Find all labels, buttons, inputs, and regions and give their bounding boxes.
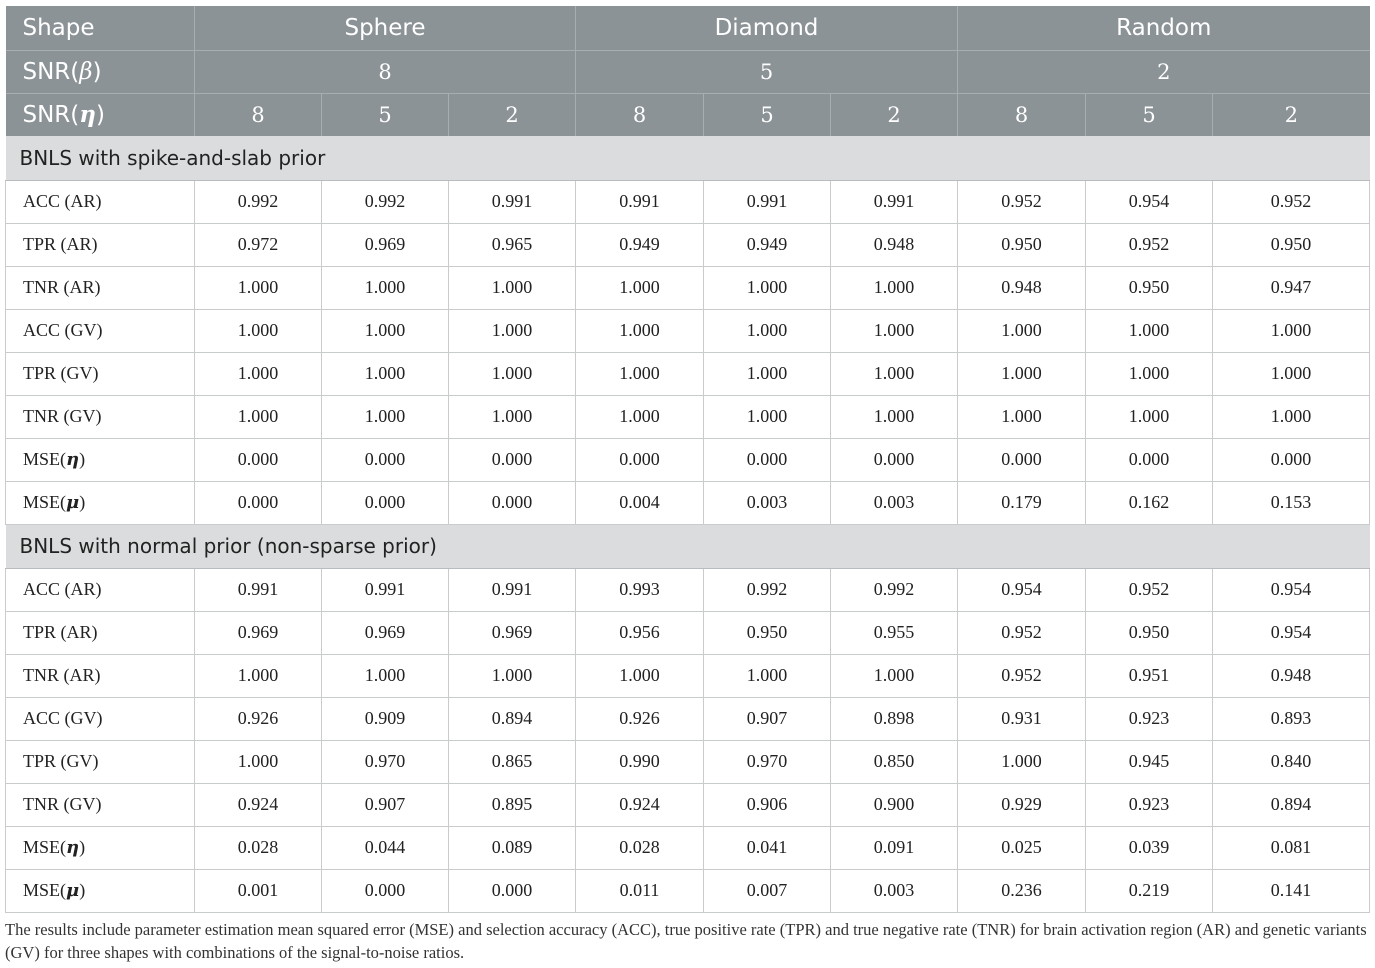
- table-row: [6, 395, 1370, 438]
- table-cell: 0.954: [958, 568, 1086, 611]
- table-cell: 0.179: [958, 481, 1086, 524]
- table-cell: 0.028: [195, 826, 322, 869]
- table-cell: 0.089: [449, 826, 576, 869]
- table-cell: 0.003: [831, 481, 958, 524]
- table-cell: 0.895: [449, 783, 576, 826]
- metric-label: ACC (GV): [6, 309, 195, 352]
- table-cell: 1.000: [449, 654, 576, 697]
- table-cell: 0.952: [1086, 223, 1213, 266]
- table-cell: 1.000: [576, 309, 704, 352]
- table-row: [6, 352, 1370, 395]
- table-cell: 0.003: [704, 481, 831, 524]
- snr-eta-value: 5: [322, 93, 449, 136]
- table-row: [6, 568, 1370, 611]
- snr-eta-value: 2: [1213, 93, 1370, 136]
- header-row-shape: [6, 6, 1370, 50]
- metric-label: TPR (AR): [6, 223, 195, 266]
- snr-eta-label: SNR(η): [6, 93, 195, 136]
- table-cell: 1.000: [831, 352, 958, 395]
- header-row-snr-eta: [6, 93, 1370, 136]
- table-cell: 0.923: [1086, 783, 1213, 826]
- table-row: [6, 869, 1370, 912]
- table-cell: 0.949: [576, 223, 704, 266]
- table-cell: 0.991: [704, 180, 831, 223]
- table-row: [6, 180, 1370, 223]
- table-cell: 0.840: [1213, 740, 1370, 783]
- beta-symbol: β: [79, 58, 93, 85]
- snr-eta-value: 8: [195, 93, 322, 136]
- table-cell: 0.924: [576, 783, 704, 826]
- snr-eta-value: 2: [449, 93, 576, 136]
- table-cell: 1.000: [1213, 309, 1370, 352]
- table-cell: 0.952: [958, 180, 1086, 223]
- table-cell: 0.028: [576, 826, 704, 869]
- table-cell: 0.992: [322, 180, 449, 223]
- table-cell: 0.970: [322, 740, 449, 783]
- metric-label: MSE(μ): [6, 869, 195, 912]
- table-cell: 0.000: [195, 481, 322, 524]
- shape-random: Random: [958, 6, 1370, 50]
- metric-symbol: μ: [66, 880, 80, 901]
- table-cell: 0.004: [576, 481, 704, 524]
- table-cell: 0.011: [576, 869, 704, 912]
- table-row: [6, 826, 1370, 869]
- table-row: [6, 611, 1370, 654]
- table-cell: 0.950: [1086, 611, 1213, 654]
- table-cell: 1.000: [704, 654, 831, 697]
- table-cell: 1.000: [449, 395, 576, 438]
- table-cell: 1.000: [704, 352, 831, 395]
- table-cell: 1.000: [1213, 395, 1370, 438]
- table-cell: 1.000: [576, 654, 704, 697]
- table-cell: 0.000: [704, 438, 831, 481]
- metric-symbol: η: [66, 449, 80, 470]
- snr-beta-value: 5: [576, 50, 958, 93]
- table-cell: 0.948: [1213, 654, 1370, 697]
- table-row: [6, 223, 1370, 266]
- table-cell: 0.992: [704, 568, 831, 611]
- table-cell: 1.000: [704, 395, 831, 438]
- table-cell: 1.000: [576, 266, 704, 309]
- table-cell: 0.041: [704, 826, 831, 869]
- table-cell: 1.000: [449, 352, 576, 395]
- table-cell: 0.907: [704, 697, 831, 740]
- table-cell: 1.000: [1213, 352, 1370, 395]
- section-row: [6, 524, 1370, 568]
- results-table: [5, 6, 1370, 913]
- table-cell: 1.000: [576, 352, 704, 395]
- shape-label: Shape: [6, 6, 195, 50]
- snr-eta-value: 5: [1086, 93, 1213, 136]
- table-cell: 0.865: [449, 740, 576, 783]
- table-cell: 0.931: [958, 697, 1086, 740]
- table-cell: 1.000: [195, 395, 322, 438]
- table-cell: 1.000: [195, 654, 322, 697]
- table-cell: 1.000: [449, 309, 576, 352]
- table-cell: 0.923: [1086, 697, 1213, 740]
- metric-label: TPR (GV): [6, 740, 195, 783]
- table-cell: 0.991: [195, 568, 322, 611]
- snr-eta-value: 8: [958, 93, 1086, 136]
- table-cell: 0.000: [958, 438, 1086, 481]
- table-row: [6, 438, 1370, 481]
- table-cell: 0.924: [195, 783, 322, 826]
- table-cell: 0.081: [1213, 826, 1370, 869]
- table-caption: The results include parameter estimation mean squared error (MSE) and selection accuracy (ACC), true positive rate (TPR) and true negative rate (TNR) for brain activation region (AR) and genetic variants (GV) for three shapes with combinations of the signal-to-noise ratios.: [5, 920, 1367, 962]
- table-cell: 0.945: [1086, 740, 1213, 783]
- table-cell: 0.007: [704, 869, 831, 912]
- metric-label: ACC (GV): [6, 697, 195, 740]
- table-cell: 1.000: [1086, 395, 1213, 438]
- table-cell: 0.950: [1086, 266, 1213, 309]
- table-cell: 1.000: [958, 395, 1086, 438]
- table-row: [6, 740, 1370, 783]
- table-cell: 0.909: [322, 697, 449, 740]
- table-cell: 0.947: [1213, 266, 1370, 309]
- snr-beta-value: 2: [958, 50, 1370, 93]
- table-cell: 0.954: [1213, 611, 1370, 654]
- table-cell: 1.000: [322, 309, 449, 352]
- table-cell: 0.153: [1213, 481, 1370, 524]
- table-cell: 0.000: [449, 438, 576, 481]
- table-cell: 1.000: [831, 395, 958, 438]
- table-cell: 0.969: [322, 223, 449, 266]
- table-cell: 0.141: [1213, 869, 1370, 912]
- table-cell: 0.000: [831, 438, 958, 481]
- table-body: [6, 136, 1370, 912]
- table-cell: 0.969: [322, 611, 449, 654]
- table-row: [6, 697, 1370, 740]
- table-cell: 0.949: [704, 223, 831, 266]
- table-cell: 0.992: [831, 568, 958, 611]
- table-cell: 0.952: [1213, 180, 1370, 223]
- table-cell: 0.965: [449, 223, 576, 266]
- table-row: [6, 481, 1370, 524]
- table-cell: 1.000: [576, 395, 704, 438]
- table-cell: 0.900: [831, 783, 958, 826]
- table-cell: 1.000: [195, 266, 322, 309]
- metric-label: TNR (AR): [6, 654, 195, 697]
- table-cell: 0.991: [322, 568, 449, 611]
- metric-label: TNR (AR): [6, 266, 195, 309]
- table-cell: 0.991: [831, 180, 958, 223]
- table-cell: 0.926: [195, 697, 322, 740]
- table-cell: 0.955: [831, 611, 958, 654]
- table-cell: 0.893: [1213, 697, 1370, 740]
- table-cell: 0.025: [958, 826, 1086, 869]
- table-cell: 0.993: [576, 568, 704, 611]
- metric-label: MSE(η): [6, 826, 195, 869]
- table-cell: 0.969: [195, 611, 322, 654]
- table-cell: 1.000: [449, 266, 576, 309]
- table-cell: 0.898: [831, 697, 958, 740]
- table-cell: 0.000: [1213, 438, 1370, 481]
- table-cell: 0.894: [1213, 783, 1370, 826]
- table-cell: 1.000: [195, 309, 322, 352]
- snr-eta-value: 8: [576, 93, 704, 136]
- table-cell: 0.952: [958, 611, 1086, 654]
- table-cell: 1.000: [322, 654, 449, 697]
- table-cell: 1.000: [322, 266, 449, 309]
- table-cell: 1.000: [958, 352, 1086, 395]
- table-cell: 0.952: [1086, 568, 1213, 611]
- metric-label: TNR (GV): [6, 783, 195, 826]
- table-cell: 1.000: [831, 266, 958, 309]
- snr-beta-value: 8: [195, 50, 576, 93]
- table-cell: 0.992: [195, 180, 322, 223]
- table-cell: 0.039: [1086, 826, 1213, 869]
- table-cell: 1.000: [195, 352, 322, 395]
- metric-symbol: η: [66, 837, 80, 858]
- table-cell: 1.000: [1086, 309, 1213, 352]
- section-title: BNLS with normal prior (non-sparse prior): [6, 524, 1370, 568]
- table-cell: 0.000: [322, 869, 449, 912]
- table-cell: 1.000: [831, 654, 958, 697]
- table-cell: 1.000: [958, 309, 1086, 352]
- metric-label: MSE(η): [6, 438, 195, 481]
- table-cell: 0.972: [195, 223, 322, 266]
- table-cell: 0.970: [704, 740, 831, 783]
- metric-label: TPR (AR): [6, 611, 195, 654]
- table-cell: 0.001: [195, 869, 322, 912]
- table-row: [6, 783, 1370, 826]
- metric-label: TNR (GV): [6, 395, 195, 438]
- table-cell: 1.000: [831, 309, 958, 352]
- table-cell: 0.990: [576, 740, 704, 783]
- table-cell: 1.000: [1086, 352, 1213, 395]
- table-cell: 1.000: [322, 352, 449, 395]
- table-cell: 0.000: [449, 481, 576, 524]
- table-cell: 0.929: [958, 783, 1086, 826]
- table-cell: 0.894: [449, 697, 576, 740]
- table-cell: 0.969: [449, 611, 576, 654]
- table-cell: 0.219: [1086, 869, 1213, 912]
- table-cell: 0.000: [322, 481, 449, 524]
- table-cell: 1.000: [322, 395, 449, 438]
- table-header: [6, 6, 1370, 136]
- table-cell: 0.850: [831, 740, 958, 783]
- metric-label: MSE(μ): [6, 481, 195, 524]
- table-cell: 0.000: [322, 438, 449, 481]
- table-cell: 0.162: [1086, 481, 1213, 524]
- table-cell: 0.926: [576, 697, 704, 740]
- metric-label: ACC (AR): [6, 180, 195, 223]
- table-cell: 0.954: [1086, 180, 1213, 223]
- table-cell: 0.991: [576, 180, 704, 223]
- table-cell: 0.954: [1213, 568, 1370, 611]
- table-cell: 0.091: [831, 826, 958, 869]
- table-cell: 0.950: [704, 611, 831, 654]
- section-row: [6, 136, 1370, 180]
- table-cell: 0.948: [958, 266, 1086, 309]
- shape-diamond: Diamond: [576, 6, 958, 50]
- table-row: [6, 266, 1370, 309]
- shape-sphere: Sphere: [195, 6, 576, 50]
- table-cell: 1.000: [704, 309, 831, 352]
- table-cell: 1.000: [958, 740, 1086, 783]
- snr-eta-value: 5: [704, 93, 831, 136]
- table-cell: 0.948: [831, 223, 958, 266]
- table-cell: 0.236: [958, 869, 1086, 912]
- snr-beta-label: SNR(β): [6, 50, 195, 93]
- header-row-snr-beta: [6, 50, 1370, 93]
- table-cell: 0.950: [958, 223, 1086, 266]
- table-cell: 0.000: [576, 438, 704, 481]
- metric-symbol: μ: [66, 492, 80, 513]
- table-cell: 0.907: [322, 783, 449, 826]
- table-cell: 0.906: [704, 783, 831, 826]
- table-cell: 0.952: [958, 654, 1086, 697]
- table-cell: 0.991: [449, 180, 576, 223]
- table-cell: 0.951: [1086, 654, 1213, 697]
- table-cell: 0.003: [831, 869, 958, 912]
- table-row: [6, 654, 1370, 697]
- table-cell: 0.000: [195, 438, 322, 481]
- eta-symbol: η: [79, 101, 96, 129]
- metric-label: TPR (GV): [6, 352, 195, 395]
- table-cell: 0.000: [449, 869, 576, 912]
- table-cell: 0.044: [322, 826, 449, 869]
- table-row: [6, 309, 1370, 352]
- snr-eta-value: 2: [831, 93, 958, 136]
- metric-label: ACC (AR): [6, 568, 195, 611]
- table-cell: 0.956: [576, 611, 704, 654]
- table-cell: 0.991: [449, 568, 576, 611]
- table-cell: 0.950: [1213, 223, 1370, 266]
- table-cell: 1.000: [704, 266, 831, 309]
- table-cell: 0.000: [1086, 438, 1213, 481]
- table-cell: 1.000: [195, 740, 322, 783]
- section-title: BNLS with spike-and-slab prior: [6, 136, 1370, 180]
